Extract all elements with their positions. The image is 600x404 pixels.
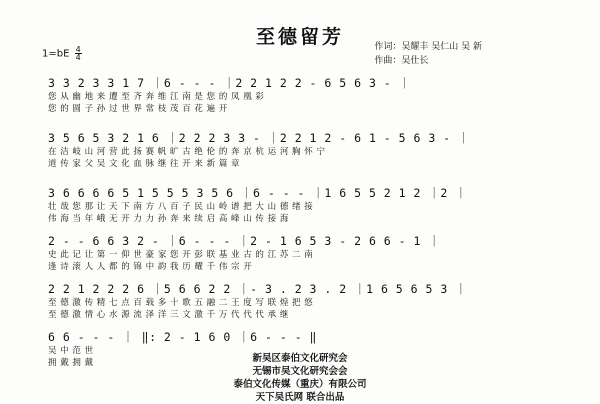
music-system — [48, 282, 556, 321]
key-signature — [42, 46, 82, 61]
music-system — [48, 131, 556, 170]
note-row: 3 5 6 5 3 2 1 6 ｜2 2 2 3 3 - ｜2 2 1 2 - 6 1 - 5 6 3 - ｜ — [48, 131, 471, 145]
lyric-row: 逢 诗 滚 人 人 都 的 锦 中 韵 我 历 耀 千 伟 宗 开 — [48, 262, 253, 272]
note-row: 3 6 6 6 6 5 1 5 5 5 3 5 6 ｜6 - - - ｜1 6 5 5 2 1 2 ｜2 ｜ — [48, 186, 468, 200]
note-row: 2 2 1 2 2 2 6 ｜5 6 6 2 2 ｜- 3 . 2 3 . 2 ｜1 6 5 6 5 3 ｜ — [48, 282, 468, 296]
key-signature-text: 1=bE — [42, 48, 70, 60]
lyric-row: 至 德 激 情 心 水 源 流 泽 洋 三 文 激 千 万 代 代 代 承 继 — [48, 310, 289, 320]
lyric-row: 至 德 激 传 精 七 点 百 载 多 十 歌 五 融 二 王 度 写 联 煌 把 悠 — [48, 298, 314, 308]
note-row: 3 3 2 3 3 1 7 ｜6 - - - ｜2 2 1 2 2 - 6 5 6 3 - ｜ — [48, 76, 411, 90]
footer-line: 新吴区泰伯文化研究会 — [252, 353, 348, 364]
composer-line: 作曲：吴仕长 — [374, 56, 429, 66]
lyric-row: 吴 中 范 世 — [48, 346, 94, 356]
music-system — [48, 76, 556, 115]
time-signature-top: 4 — [75, 45, 81, 54]
lyric-row: 拥 戴 拥 戴 — [48, 358, 94, 368]
lyricist-line: 作词：吴耀丰 吴仁山 吴 新 — [374, 42, 482, 52]
footer-line: 泰伯文化传媒（重庆）有限公司 — [233, 379, 367, 390]
lyric-row: 您 从 幽 地 来 遭 至 齐 奔 维 江 南 是 您 的 凤 凰 彩 — [48, 92, 265, 102]
note-row: 2 - - 6 6 3 2 - ｜6 - - - ｜2 - 1 6 5 3 - 2 6 6 - 1 ｜ — [48, 234, 441, 248]
footer-line: 无锡市吴文化研究会会 — [252, 366, 348, 377]
time-signature — [75, 46, 82, 61]
lyric-row: 壮 哉 您 那 让 天 下 南 方 八 百 子 民 山 岭 谱 把 大 山 德 绪 接 — [48, 202, 314, 212]
credits-block — [374, 40, 482, 68]
lyric-row: 伟 海 当 年 峨 无 开 力 力 孙 奔 来 续 启 高 峰 山 传 接 海 — [48, 214, 289, 224]
music-system — [48, 186, 556, 225]
lyric-row: 道 传 家 父 吴 文 化 血 脉 继 往 开 来 新 篇 章 — [48, 159, 241, 169]
page-title: 至德留芳 — [255, 26, 344, 48]
lyric-row: 史 此 记 让 第 一 仰 世 豪 家 您 开 彭 联 基 业 古 的 江 苏 二 南 — [48, 250, 314, 260]
note-row: 6 6 - - - ｜ ‖: 2 - 1 6 0 ｜6 - - - ‖ — [48, 330, 317, 344]
lyric-row: 在 洁 岐 山 河 营 此 扬 赛 帆 旷 古 绝 伦 的 奔 京 杭 运 河 胸 怀 宁 — [48, 147, 326, 157]
time-signature-bottom: 4 — [75, 53, 81, 62]
footer-line: 天下吴氏网 联合出品 — [255, 392, 345, 403]
footer-credits — [0, 352, 600, 404]
music-system — [48, 234, 556, 273]
lyric-row: 您 的 圆 子 孙 过 世 界 常 枝 茂 百 花 遍 开 — [48, 104, 228, 114]
